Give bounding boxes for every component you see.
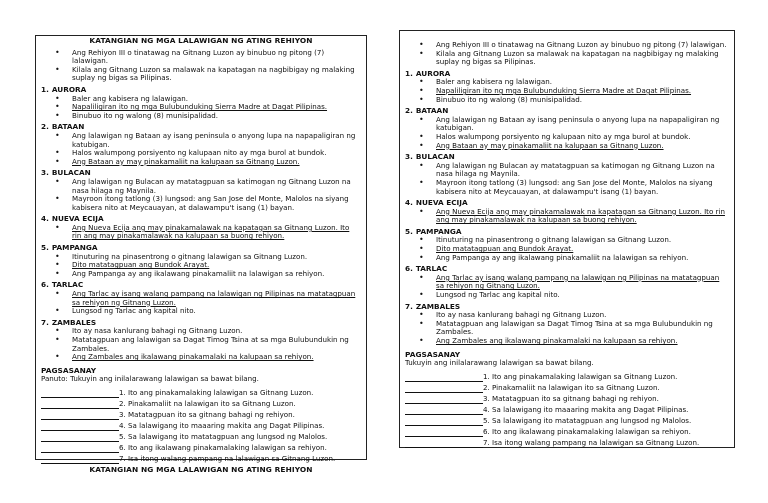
province-fact: • Ang Pampanga ay ang ikalawang pinakamaliit na lalawigan sa rehiyon. bbox=[400, 254, 734, 263]
province-aurora bbox=[36, 86, 366, 120]
province-fact: • Ang Tarlac ay isang walang pampang na lalawigan ng Pilipinas na matatagpuan sa rehiyon ng Gitnang Luzon. bbox=[400, 274, 734, 291]
exercise-section bbox=[36, 367, 366, 464]
province-fact: • Ang lalawigan ng Bulacan ay matatagpuan sa katimogan ng Gitnang Luzon na nasa hilaga ng Maynila. bbox=[400, 162, 734, 179]
province-fact: • Ang Bataan ay may pinakamaliit na kalupaan sa Gitnang Luzon. bbox=[36, 158, 366, 167]
exercise-item: 6. Ito ang ikalawang pinakamalaking lalawigan sa rehiyon. bbox=[405, 426, 734, 437]
province-name: PAMPANGA bbox=[51, 243, 98, 253]
province-fact: • Dito matatagpuan ang Bundok Arayat. bbox=[36, 261, 366, 270]
province-fact: • Binubuo ito ng walong (8) munisipalidad. bbox=[36, 112, 366, 121]
province-fact: • Matatagpuan ang lalawigan sa Dagat Timog Tsina at sa mga Bulubundukin ng Zambales. bbox=[36, 336, 366, 353]
province-name: PAMPANGA bbox=[415, 226, 462, 236]
province-tarlac bbox=[400, 265, 734, 299]
province-fact: • Ang Tarlac ay isang walang pampang na lalawigan ng Pilipinas na matatagpuan sa rehiyon ng Gitnang Luzon. bbox=[36, 290, 366, 307]
province-number: 6. bbox=[41, 280, 49, 290]
province-fact: • Mayroon itong tatlong (3) lungsod: ang San Jose del Monte, Malolos na siyang kabisera nito at Meycauayan, at dalawampu't isang (1) bayan. bbox=[36, 195, 366, 212]
answer-blank[interactable] bbox=[405, 429, 483, 437]
province-nueva-ecija bbox=[400, 199, 734, 225]
province-aurora bbox=[400, 70, 734, 104]
exercise-item: 4. Sa lalawigang ito maaaring makita ang Dagat Pilipinas. bbox=[405, 404, 734, 415]
answer-blank[interactable] bbox=[41, 401, 119, 409]
province-zambales bbox=[36, 319, 366, 362]
province-fact: • Napaliligiran ito ng mga Bulubunduking Sierra Madre at Dagat Pilipinas. bbox=[36, 103, 366, 112]
exercise-instruction: Panuto: Tukuyin ang inilalarawang lalawigan sa bawat bilang. bbox=[41, 374, 259, 384]
province-fact: • Ang Pampanga ay ang ikalawang pinakamaliit na lalawigan sa rehiyon. bbox=[36, 270, 366, 279]
answer-blank[interactable] bbox=[41, 390, 119, 398]
exercise-item: 3. Matatagpuan ito sa gitnang bahagi ng rehiyon. bbox=[41, 409, 366, 420]
page-title-bottom: KATANGIAN NG MGA LALAWIGAN NG ATING REHIYON bbox=[89, 464, 313, 474]
province-fact: • Halos walumpong porsiyento ng kalupaan nito ay mga burol at bundok. bbox=[400, 133, 734, 142]
province-number: 3. bbox=[41, 168, 49, 178]
exercise-section bbox=[400, 351, 734, 448]
exercise-item: 7. Isa itong walang pampang na lalawigan sa Gitnang Luzon. bbox=[41, 453, 366, 464]
province-name: BATAAN bbox=[51, 122, 85, 132]
province-number: 6. bbox=[405, 264, 413, 274]
province-fact: • Ang Zambales ang ikalawang pinakamalaki na kalupaan sa rehiyon. bbox=[400, 337, 734, 346]
province-fact: • Itinuturing na pinasentrong o gitnang lalawigan sa Gitnang Luzon. bbox=[36, 253, 366, 262]
province-number: 2. bbox=[405, 106, 413, 116]
province-number: 1. bbox=[41, 84, 49, 94]
answer-blank[interactable] bbox=[41, 423, 119, 431]
province-number: 5. bbox=[405, 226, 413, 236]
answer-blank[interactable] bbox=[405, 385, 483, 393]
answer-blank[interactable] bbox=[405, 396, 483, 404]
province-number: 4. bbox=[405, 198, 413, 208]
intro-item: • Ang Rehiyon III o tinatawag na Gitnang Luzon ay binubuo ng pitong (7) lalawigan. bbox=[36, 49, 366, 66]
answer-blank[interactable] bbox=[41, 445, 119, 453]
province-fact: • Mayroon itong tatlong (3) lungsod: ang San Jose del Monte, Malolos na siyang kabisera nito at Meycauayan, at dalawampu't isang (1) bayan. bbox=[400, 179, 734, 196]
province-name: AURORA bbox=[415, 68, 451, 78]
province-fact: • Matatagpuan ang lalawigan sa Dagat Timog Tsina at sa mga Bulubundukin ng Zambales. bbox=[400, 320, 734, 337]
province-zambales bbox=[400, 303, 734, 346]
answer-blank[interactable] bbox=[41, 434, 119, 442]
answer-blank[interactable] bbox=[405, 407, 483, 415]
province-name: NUEVA ECIJA bbox=[415, 198, 468, 208]
province-bulacan bbox=[400, 153, 734, 196]
exercise-item: 5. Sa lalawigang ito matatagpuan ang lungsod ng Malolos. bbox=[41, 431, 366, 442]
province-number: 4. bbox=[41, 214, 49, 224]
intro-list bbox=[36, 49, 366, 83]
province-number: 1. bbox=[405, 68, 413, 78]
province-fact: • Napaliligiran ito ng mga Bulubunduking Sierra Madre at Dagat Pilipinas. bbox=[400, 87, 734, 96]
answer-blank[interactable] bbox=[405, 374, 483, 382]
exercise-heading: PAGSASANAY bbox=[41, 365, 97, 375]
page-title: KATANGIAN NG MGA LALAWIGAN NG ATING REHIYON bbox=[89, 36, 313, 45]
province-fact: • Lungsod ng Tarlac ang kapital nito. bbox=[400, 291, 734, 300]
province-name: TARLAC bbox=[415, 264, 448, 274]
province-name: AURORA bbox=[51, 84, 87, 94]
exercise-item: 4. Sa lalawigang ito maaaring makita ang Dagat Pilipinas. bbox=[41, 420, 366, 431]
answer-blank[interactable] bbox=[405, 418, 483, 426]
province-name: ZAMBALES bbox=[51, 317, 97, 327]
worksheet-page-left bbox=[35, 35, 367, 474]
province-fact: • Lungsod ng Tarlac ang kapital nito. bbox=[36, 307, 366, 316]
province-fact: • Ito ay nasa kanlurang bahagi ng Gitnang Luzon. bbox=[400, 311, 734, 320]
exercise-item: 3. Matatagpuan ito sa gitnang bahagi ng rehiyon. bbox=[405, 393, 734, 404]
province-fact: • Halos walumpong porsiyento ng kalupaan nito ay mga burol at bundok. bbox=[36, 149, 366, 158]
province-name: NUEVA ECIJA bbox=[51, 214, 104, 224]
province-fact: • Ang lalawigan ng Bataan ay isang peninsula o anyong lupa na napapaligiran ng katubigan. bbox=[36, 132, 366, 149]
province-fact: • Itinuturing na pinasentrong o gitnang lalawigan sa Gitnang Luzon. bbox=[400, 236, 734, 245]
province-bataan bbox=[400, 107, 734, 150]
province-bataan bbox=[36, 123, 366, 166]
province-fact: • Dito matatagpuan ang Bundok Arayat. bbox=[400, 245, 734, 254]
province-fact: • Baler ang kabisera ng lalawigan. bbox=[400, 78, 734, 87]
province-pampanga bbox=[36, 244, 366, 278]
province-name: BATAAN bbox=[415, 106, 449, 116]
intro-list bbox=[400, 41, 734, 67]
worksheet-page-right bbox=[399, 30, 735, 448]
answer-blank[interactable] bbox=[41, 412, 119, 420]
province-name: TARLAC bbox=[51, 280, 84, 290]
exercise-item: 1. Ito ang pinakamalaking lalawigan sa Gitnang Luzon. bbox=[41, 387, 366, 398]
province-number: 3. bbox=[405, 152, 413, 162]
province-fact: • Binubuo ito ng walong (8) munisipalidad. bbox=[400, 96, 734, 105]
province-fact: • Baler ang kabisera ng lalawigan. bbox=[36, 95, 366, 104]
province-name: BULACAN bbox=[415, 152, 455, 162]
province-bulacan bbox=[36, 169, 366, 212]
answer-blank[interactable] bbox=[405, 440, 483, 448]
exercise-item: 1. Ito ang pinakamalaking lalawigan sa Gitnang Luzon. bbox=[405, 371, 734, 382]
province-fact: • Ang Zambales ang ikalawang pinakamalaki na kalupaan sa rehiyon. bbox=[36, 353, 366, 362]
exercise-item: 5. Sa lalawigang ito matatagpuan ang lungsod ng Malolos. bbox=[405, 415, 734, 426]
exercise-item: 2. Pinakamaliit na lalawigan ito sa Gitnang Luzon. bbox=[405, 382, 734, 393]
intro-item: • Kilala ang Gitnang Luzon sa malawak na kapatagan na nagbibigay ng malaking suplay ng bigas sa Pilipinas. bbox=[400, 50, 734, 67]
province-name: ZAMBALES bbox=[415, 301, 461, 311]
exercise-heading: PAGSASANAY bbox=[405, 349, 461, 359]
province-fact: • Ang Nueva Ecija ang may pinakamalawak na kapatagan sa Gitnang Luzon. Ito rin ang may pinakamalawak na kalupaan sa buong rehiyon. bbox=[400, 208, 734, 225]
province-number: 7. bbox=[41, 317, 49, 327]
province-number: 5. bbox=[41, 243, 49, 253]
province-number: 7. bbox=[405, 301, 413, 311]
province-number: 2. bbox=[41, 122, 49, 132]
province-nueva-ecija bbox=[36, 215, 366, 241]
province-name: BULACAN bbox=[51, 168, 91, 178]
exercise-item: 6. Ito ang ikalawang pinakamalaking lalawigan sa rehiyon. bbox=[41, 442, 366, 453]
exercise-item: 2. Pinakamaliit na lalawigan ito sa Gitnang Luzon. bbox=[41, 398, 366, 409]
province-tarlac bbox=[36, 281, 366, 315]
province-fact: • Ang Bataan ay may pinakamaliit na kalupaan sa Gitnang Luzon. bbox=[400, 142, 734, 151]
province-fact: • Ang lalawigan ng Bulacan ay matatagpuan sa katimogan ng Gitnang Luzon na nasa hilaga ng Maynila. bbox=[36, 178, 366, 195]
intro-item: • Kilala ang Gitnang Luzon sa malawak na kapatagan na nagbibigay ng malaking suplay ng bigas sa Pilipinas. bbox=[36, 66, 366, 83]
exercise-instruction: Tukuyin ang inilalarawang lalawigan sa bawat bilang. bbox=[405, 358, 594, 368]
province-fact: • Ito ay nasa kanlurang bahagi ng Gitnang Luzon. bbox=[36, 327, 366, 336]
intro-item: • Ang Rehiyon III o tinatawag na Gitnang Luzon ay binubuo ng pitong (7) lalawigan. bbox=[400, 41, 734, 50]
answer-blank[interactable] bbox=[41, 456, 119, 464]
exercise-item: 7. Isa itong walang pampang na lalawigan sa Gitnang Luzon. bbox=[405, 437, 734, 448]
province-pampanga bbox=[400, 228, 734, 262]
province-fact: • Ang lalawigan ng Bataan ay isang peninsula o anyong lupa na napapaligiran ng katubigan. bbox=[400, 116, 734, 133]
province-fact: • Ang Nueva Ecija ang may pinakamalawak na kapatagan sa Gitnang Luzon. Ito rin ang may pinakamalawak na kalupaan sa buong rehiyon. bbox=[36, 224, 366, 241]
